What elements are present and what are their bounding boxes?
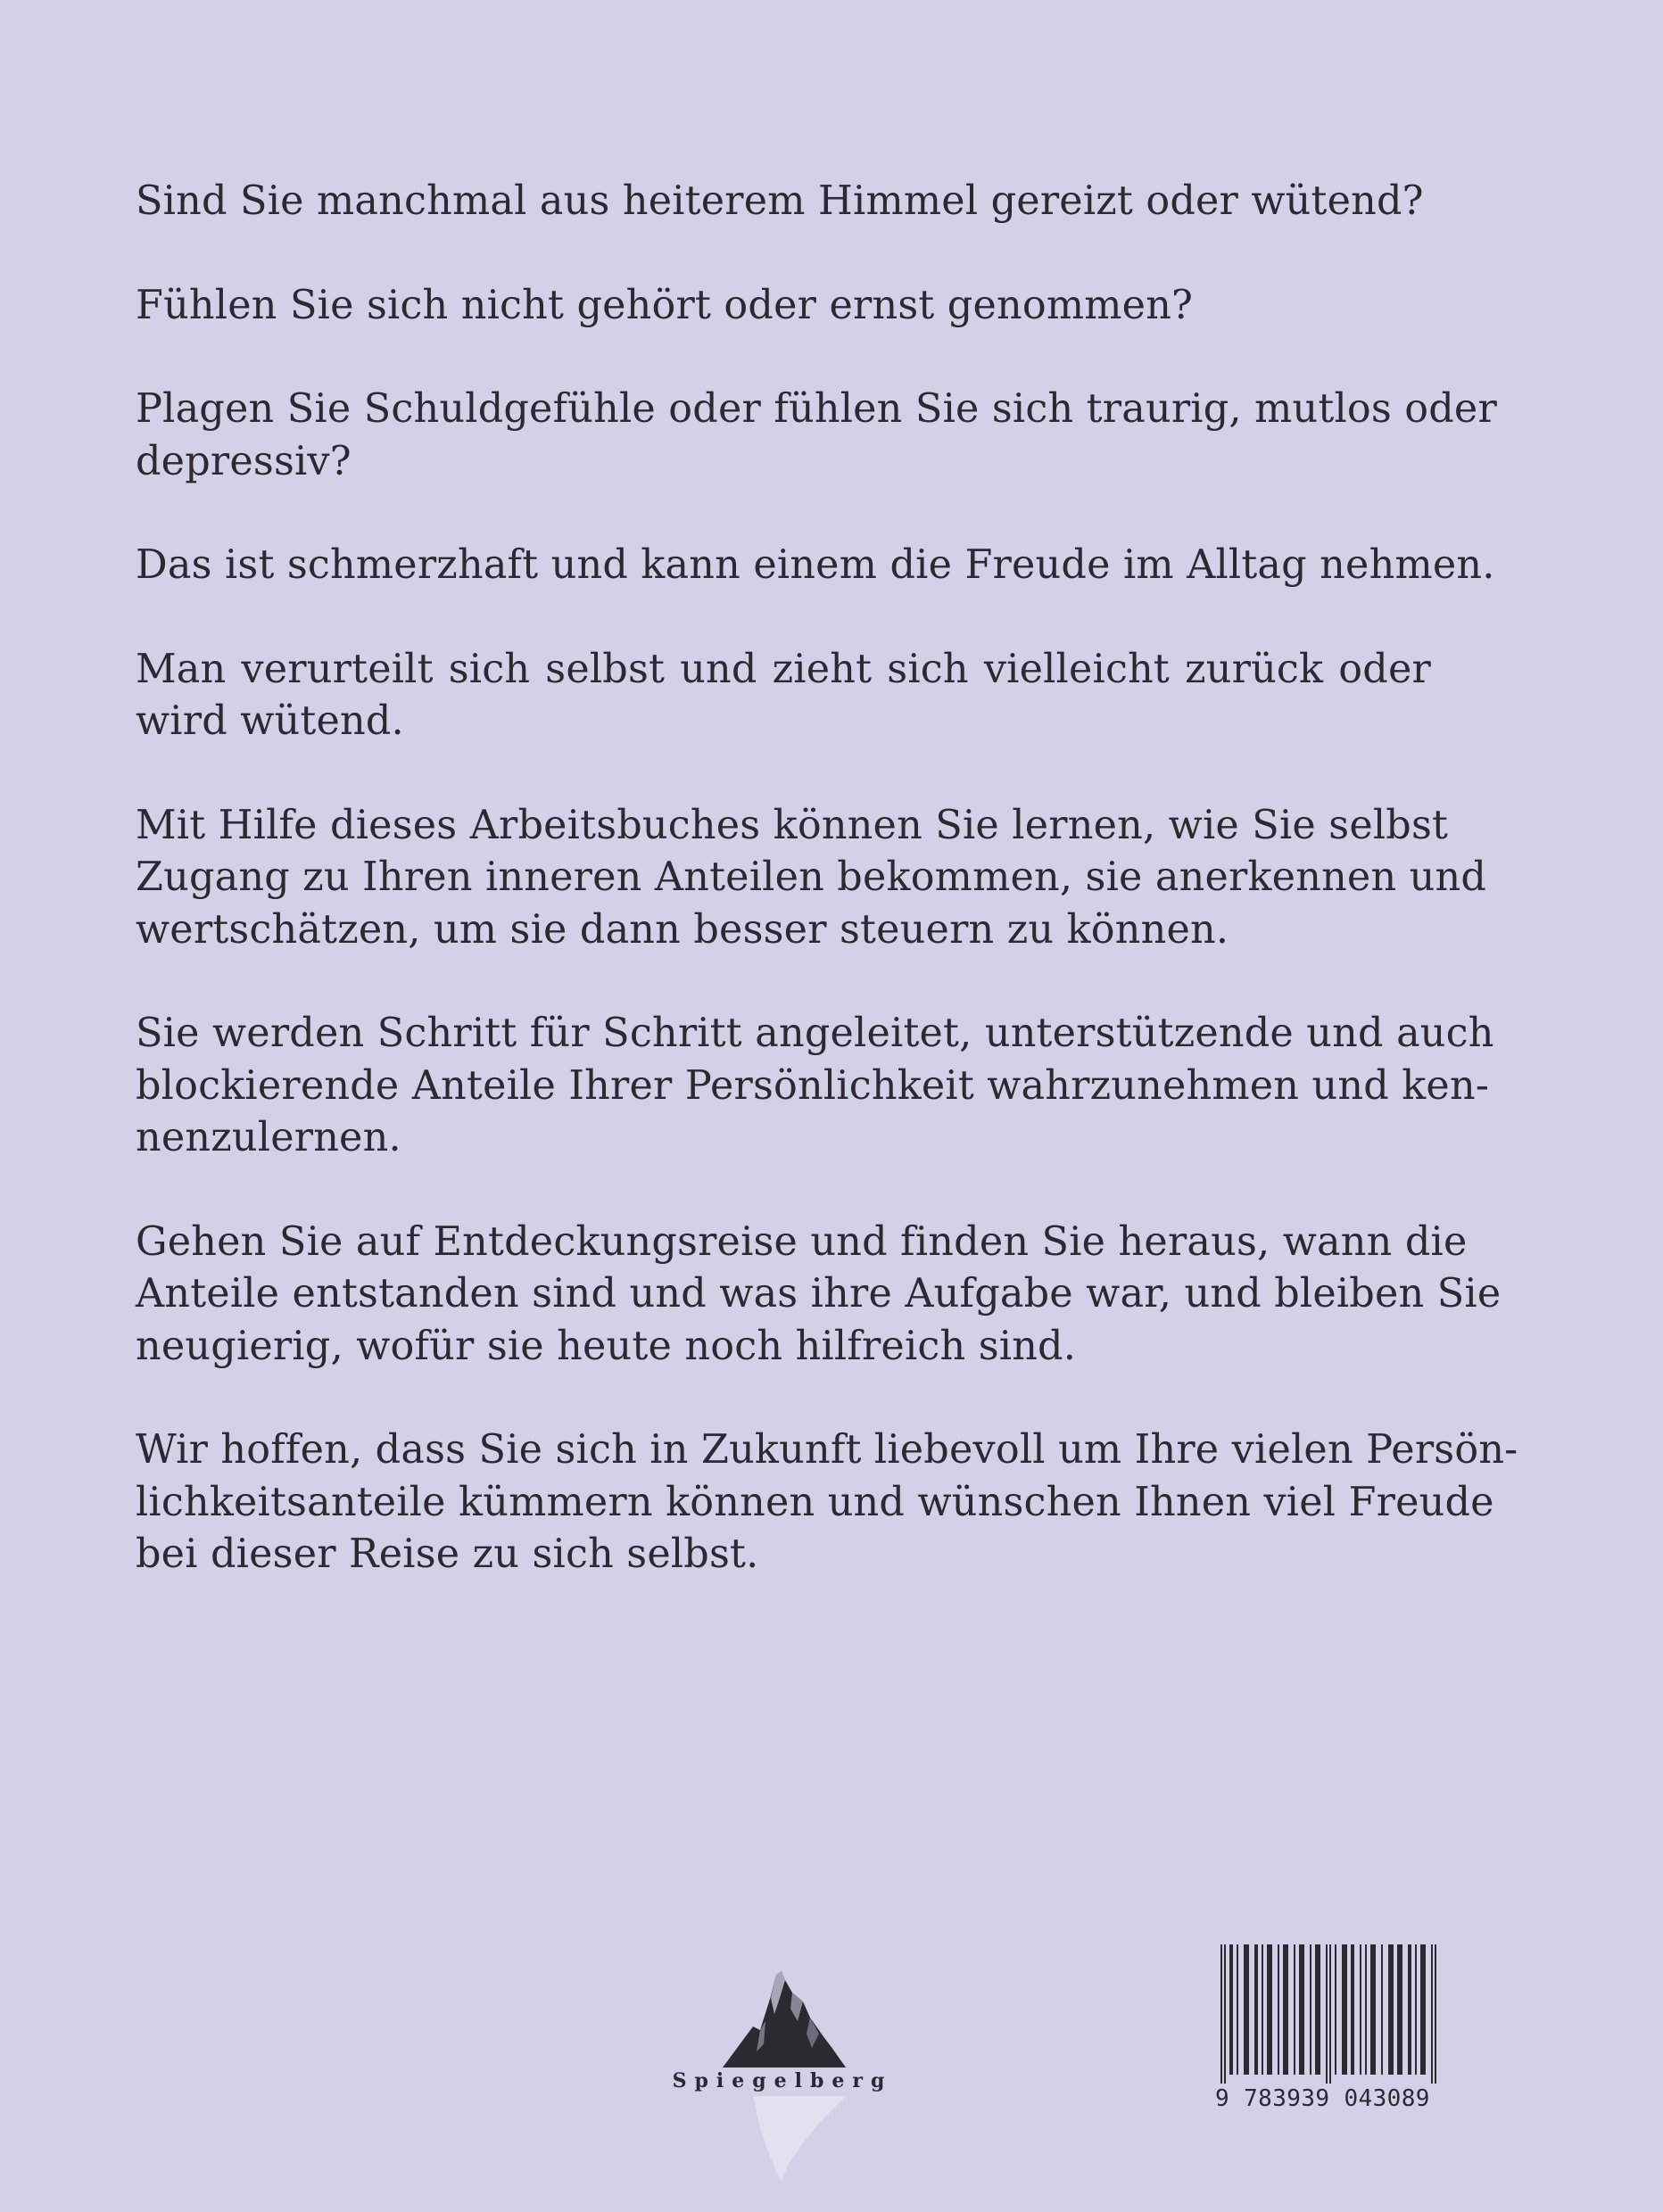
blurb-line: Plagen Sie Schuldgefühle oder fühlen Sie sich traurig, mutlos oder — [136, 386, 1497, 432]
blurb-line: Sind Sie manchmal aus heiterem Himmel gereizt oder wütend? — [136, 178, 1424, 224]
barcode-bar — [1315, 1944, 1320, 2075]
barcode-bar — [1365, 1944, 1367, 2075]
publisher-logo — [671, 1962, 894, 2194]
isbn-number: 9 783939 043089 — [1215, 2085, 1430, 2112]
isbn-barcode — [1215, 1944, 1445, 2116]
barcode-bar — [1224, 1944, 1226, 2084]
blurb-line: neugierig, wofür sie heute noch hilfreich sind. — [136, 1323, 1077, 1369]
barcode-bar — [1360, 1944, 1361, 2075]
barcode-bar — [1254, 1944, 1258, 2075]
barcode-bar — [1262, 1944, 1263, 2075]
blurb-line: nenzulernen. — [136, 1115, 401, 1160]
blurb-paragraph — [136, 176, 1431, 228]
barcode-bar — [1326, 1944, 1328, 2084]
barcode-bar — [1381, 1944, 1383, 2075]
blurb-paragraph — [136, 540, 1495, 592]
barcode-bar — [1283, 1944, 1288, 2075]
barcode-bar — [1310, 1944, 1311, 2075]
barcode-bars — [1215, 1944, 1445, 2084]
blurb-paragraph — [136, 384, 1497, 488]
blurb-line: wird wütend. — [136, 698, 404, 744]
blurb-line: wertschätzen, um sie dann besser steuern zu können. — [136, 906, 1229, 953]
barcode-bar — [1431, 1944, 1433, 2084]
blurb-line: Wir hoffen, dass Sie sich in Zukunft liebevoll um Ihre vielen Persön- — [136, 1427, 1518, 1473]
blurb-paragraph — [136, 1424, 1518, 1581]
blurb-line: Gehen Sie auf Entdeckungsreise und finden Sie heraus, wann die — [136, 1218, 1468, 1265]
barcode-bar — [1220, 1944, 1222, 2084]
blurb-paragraph — [136, 1008, 1494, 1165]
blurb-paragraph — [136, 280, 1431, 333]
blurb-line: Sie werden Schritt für Schritt angeleitet, unterstützende und auch — [136, 1011, 1494, 1056]
blurb-line: bei dieser Reise zu sich selbst. — [136, 1531, 759, 1577]
barcode-bar — [1351, 1944, 1354, 2075]
barcode-bar — [1335, 1944, 1336, 2075]
blurb-line: Anteile entstanden sind und was ihre Aufgabe war, und bleiben Sie — [136, 1271, 1502, 1316]
blurb-line: Mit Hilfe dieses Arbeitsbuches können Sie lernen, wie Sie selbst — [136, 802, 1449, 848]
barcode-bar — [1420, 1944, 1426, 2075]
barcode-bar — [1278, 1944, 1279, 2075]
blurb-paragraph — [136, 644, 1431, 748]
barcode-bar — [1299, 1944, 1304, 2075]
blurb-line: lichkeitsanteile kümmern können und wünschen Ihnen viel Freude — [136, 1479, 1494, 1525]
barcode-bar — [1415, 1944, 1417, 2075]
blurb-line: Zugang zu Ihren inneren Anteilen bekommen, sie anerkennen und — [136, 854, 1487, 900]
blurb-line: Das ist schmerzhaft und kann einem die Freude im Alltag nehmen. — [136, 542, 1495, 588]
barcode-bar — [1342, 1944, 1347, 2075]
blurb-line: blockierende Anteile Ihrer Persönlichkeit wahrzunehmen und ken- — [136, 1062, 1490, 1109]
barcode-bar — [1370, 1944, 1376, 2075]
barcode-bar — [1244, 1944, 1249, 2075]
barcode-bar — [1329, 1944, 1331, 2084]
blurb-paragraph — [136, 1217, 1502, 1374]
barcode-bar — [1388, 1944, 1394, 2075]
blurb-paragraph — [136, 800, 1487, 957]
blurb-line: depressiv? — [136, 438, 352, 484]
barcode-bar — [1397, 1944, 1402, 2075]
back-cover-blurb — [136, 176, 1518, 1633]
publisher-name: Spiegelberg — [672, 2069, 893, 2092]
barcode-bar — [1229, 1944, 1233, 2075]
barcode-bar — [1435, 1944, 1436, 2084]
barcode-bar — [1237, 1944, 1238, 2075]
blurb-line: Fühlen Sie sich nicht gehört oder ernst genommen? — [136, 282, 1194, 328]
barcode-bar — [1267, 1944, 1272, 2075]
barcode-bar — [1294, 1944, 1295, 2075]
barcode-bar — [1408, 1944, 1411, 2075]
blurb-line: Man verurteilt sich selbst und zieht sich vielleicht zurück oder — [136, 646, 1431, 692]
